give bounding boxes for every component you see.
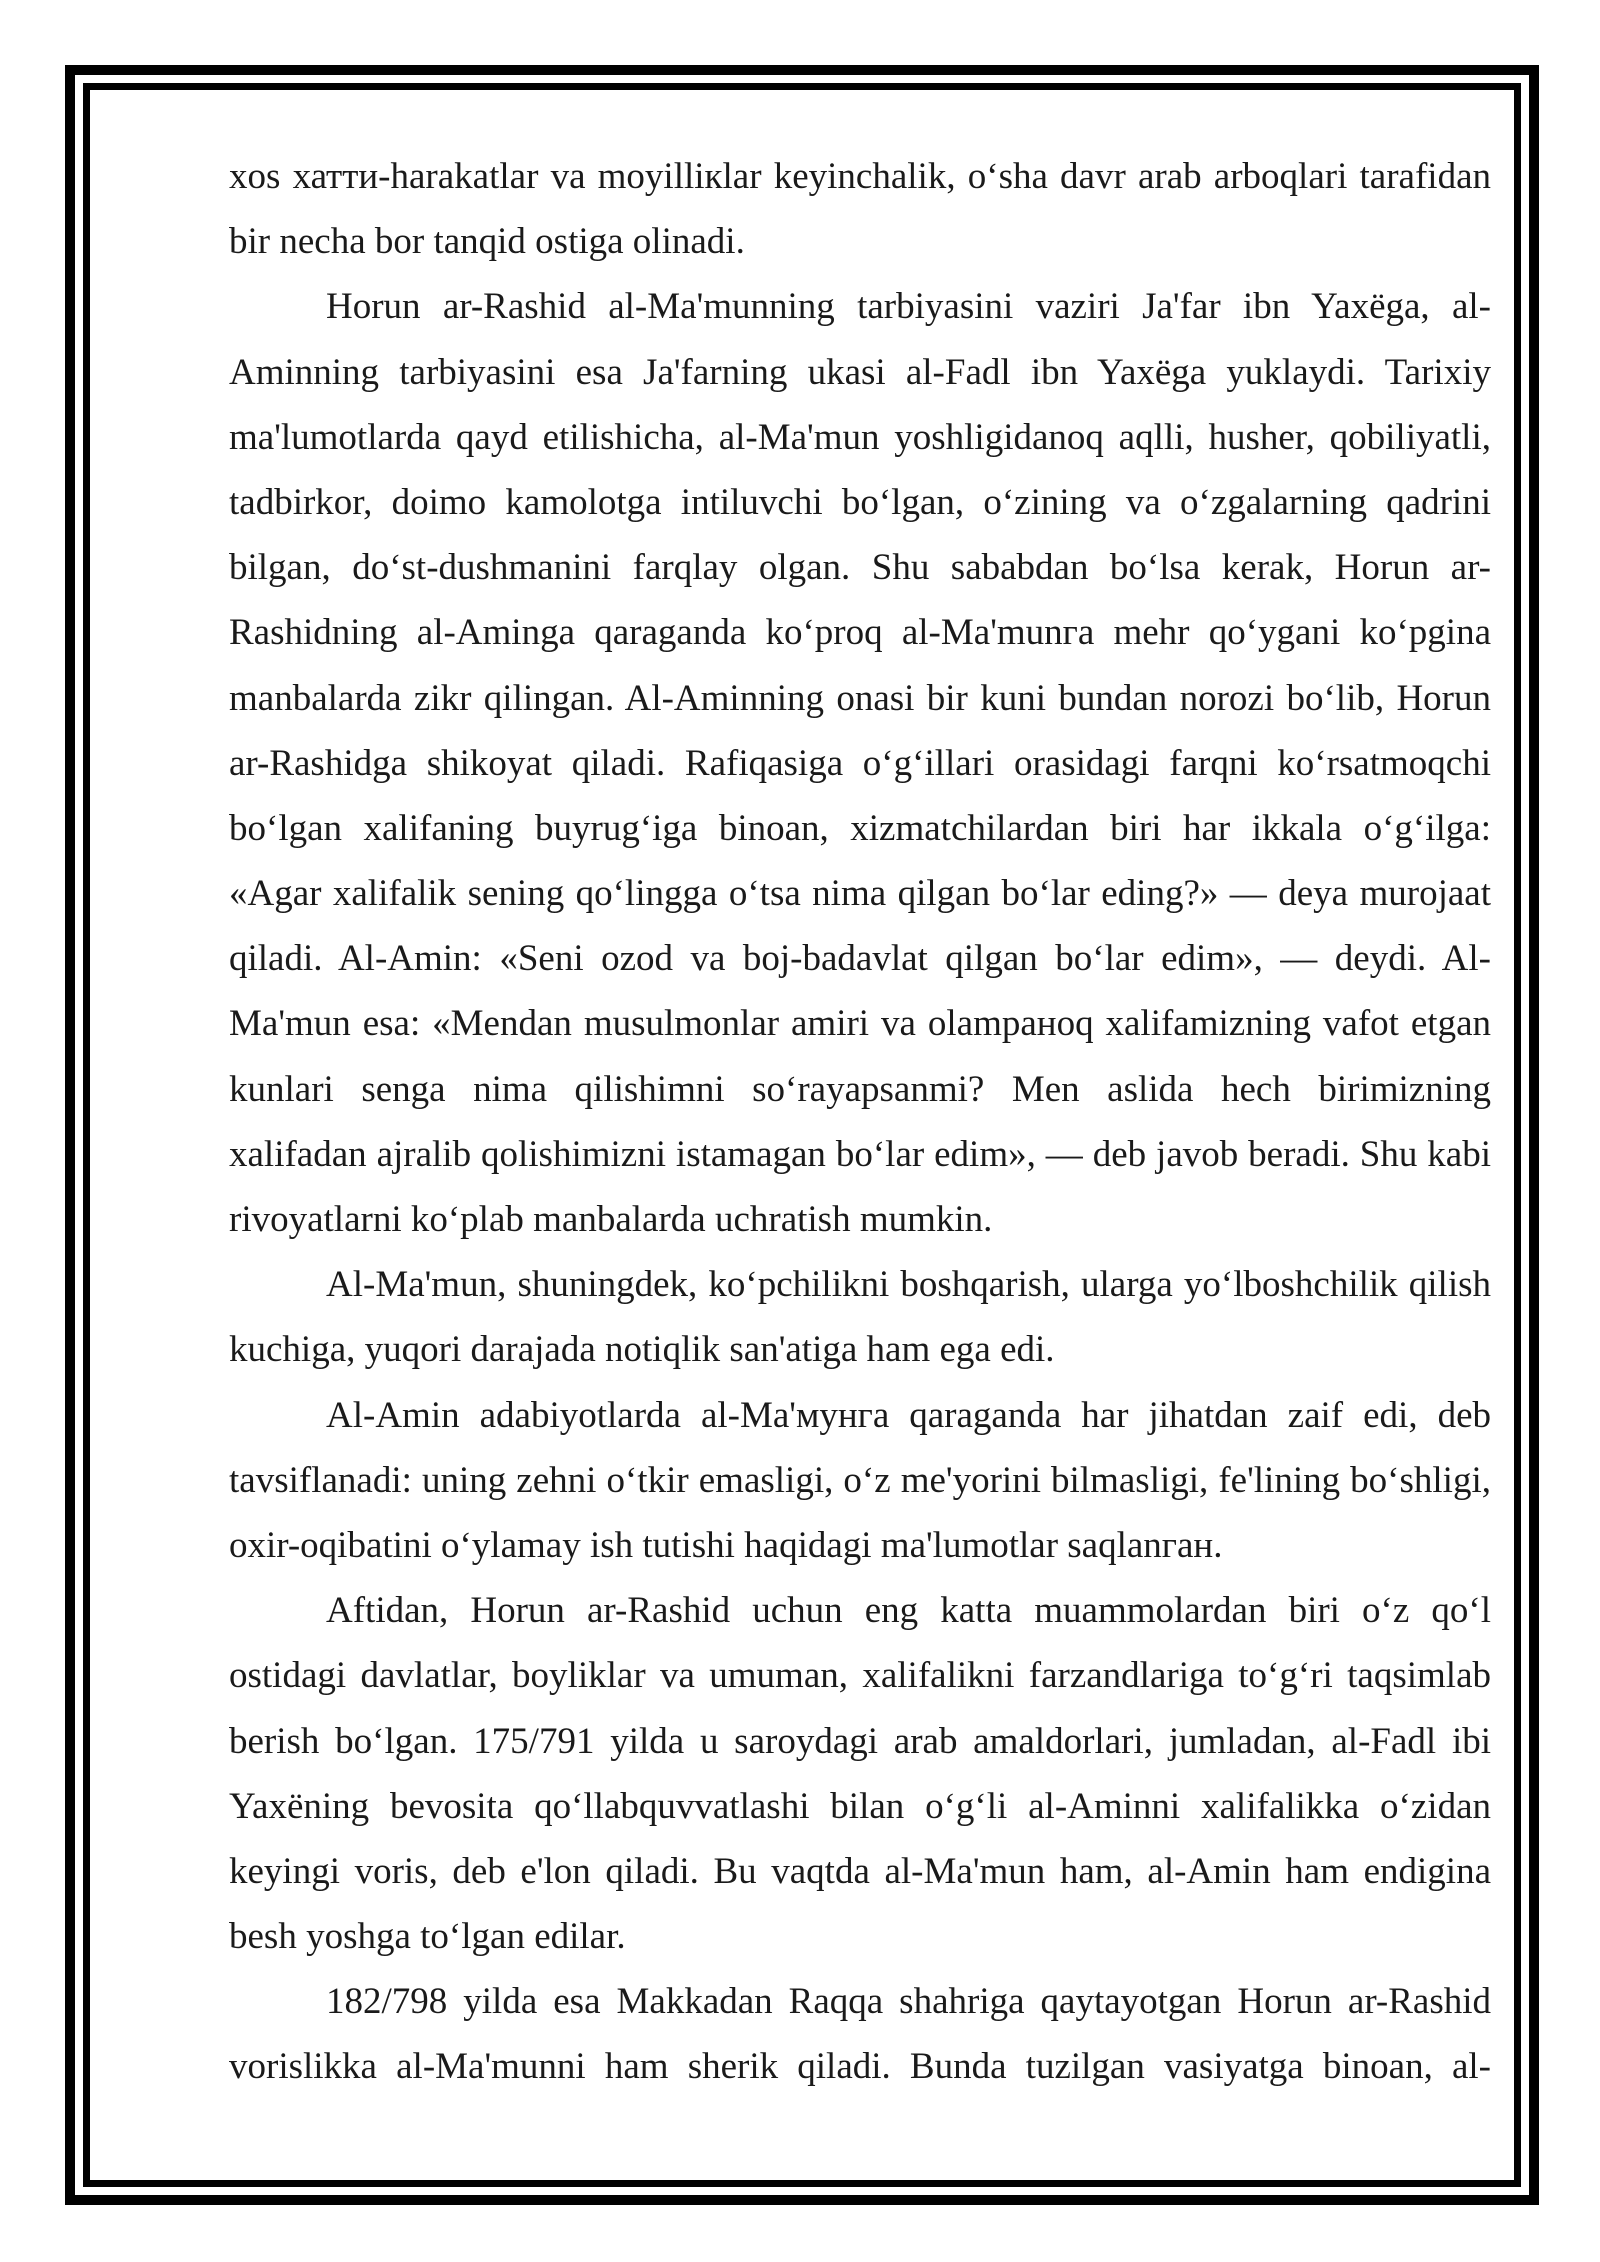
text-line: Al-Ma'mun, shuningdek, ko‘pchilikni boshqarish, ularga yo‘lboshchilik qilish [326, 1264, 1491, 1306]
paragraph [229, 144, 1491, 274]
text-line: Aminning tarbiyasini esa Ja'farning ukasi al-Fadl ibn Yaxёga yuklaydi. Tarixiy [229, 351, 1491, 393]
text-line: keyingi voris, deb e'lon qiladi. Bu vaqtda al-Ma'mun ham, al-Amin ham endigina [229, 1850, 1491, 1892]
text-line: 182/798 yilda esa Makkadan Raqqa shahriga qaytayotgan Horun ar-Rashid [326, 1981, 1491, 2023]
text-line: bo‘lgan xalifaning buyrug‘iga binoan, xizmatchilardan biri har ikkala o‘g‘ilga: [229, 807, 1491, 849]
text-line: Aftidan, Horun ar-Rashid uchun eng katta muammolardan biri o‘z qo‘l [326, 1590, 1491, 1632]
text-line: manbalarda zikr qilingan. Al-Aminning onasi bir kuni bundan norozi bo‘lib, Horun [229, 677, 1491, 719]
text-line: ostidagi davlatlar, boyliklar va umuman, xalifalikni farzandlariga to‘g‘ri taqsimlab [229, 1655, 1491, 1697]
text-line: berish bo‘lgan. 175/791 yilda u saroydagi arab amaldorlari, jumladan, al-Fadl ibi [229, 1720, 1491, 1762]
text-line: bilgan, do‘st-dushmanini farqlay olgan. Shu sababdan bo‘lsa kerak, Horun ar- [229, 547, 1491, 589]
document-body [229, 144, 1491, 2100]
text-line: ma'lumotlarda qayd etilishicha, al-Ma'mun yoshligidanoq aqlli, husher, qobiliyatli, [229, 416, 1491, 458]
text-line: xos хатти-harakatlar va moyilliкlar keyinchalik, o‘sha davr arab arboqlari tarafidan [229, 156, 1491, 197]
text-line: xalifadan ajralib qolishimizni istamagan bo‘lar edim», — deb javob beradi. Shu kabi [229, 1133, 1491, 1175]
text-line: kunlari senga nima qilishimni so‘rayapsanmi? Men aslida hech birimizning [229, 1068, 1491, 1110]
text-line: besh yoshga to‘lgan edilar. [229, 1916, 626, 1958]
text-line: ar-Rashidga shikoyat qiladi. Rafiqasiga o‘g‘illari orasidagi farqni ko‘rsatmoqchi [229, 742, 1491, 784]
text-line: kuchiga, yuqori darajada notiqlik san'atiga ham ega edi. [229, 1329, 1055, 1371]
text-line: tadbirkor, doimo kamolotga intiluvchi bo‘lgan, o‘zining va o‘zgalarning qadrini [229, 481, 1491, 523]
paragraph [229, 274, 1491, 1252]
text-line: Rashidning al-Aminga qaraganda ko‘proq al-Ma'munга mehr qo‘ygani ko‘pgina [229, 612, 1491, 654]
text-line: bir necha bor tanqid ostiga olinadi. [229, 221, 745, 263]
paragraph [229, 1969, 1491, 2099]
paragraph [229, 1252, 1491, 1382]
text-line: Ma'mun esa: «Mendan musulmonlar amiri va olampaноq xalifamizning vafot etgan [229, 1003, 1491, 1045]
paragraph [229, 1578, 1491, 1969]
text-line: Yaxёning bevosita qo‘llabquvvatlashi bilan o‘g‘li al-Aminni xalifalikka o‘zidan [229, 1785, 1491, 1827]
text-line: Al-Amin adabiyotlarda al-Ma'мунга qaraganda har jihatdan zaif edi, deb [326, 1394, 1491, 1436]
text-line: rivoyatlarni ko‘plab manbalarda uchratish mumkin. [229, 1199, 993, 1240]
text-line: tavsiflanadi: uning zehni o‘tkir emasligi, o‘z me'yorini bilmasligi, fe'lining bo‘shligi, [229, 1459, 1491, 1501]
text-line: qiladi. Al-Amin: «Seni ozod va boj-badavlat qilgan bo‘lar edim», — deydi. Al- [229, 938, 1491, 980]
text-line: «Agar xalifalik sening qo‘lingga o‘tsa nima qilgan bo‘lar eding?» — deya murojaat [229, 873, 1491, 915]
paragraph [229, 1383, 1491, 1579]
text-line: oxir-oqibatini o‘ylamay ish tutishi haqidagi ma'lumotlar saqlanган. [229, 1524, 1223, 1566]
text-line: Horun ar-Rashid al-Ma'munning tarbiyasini vaziri Ja'far ibn Yaxёga, al- [326, 286, 1491, 328]
text-line: vorislikka al-Ma'munni ham sherik qiladi. Bunda tuzilgan vasiyatga binoan, al- [229, 2046, 1491, 2088]
